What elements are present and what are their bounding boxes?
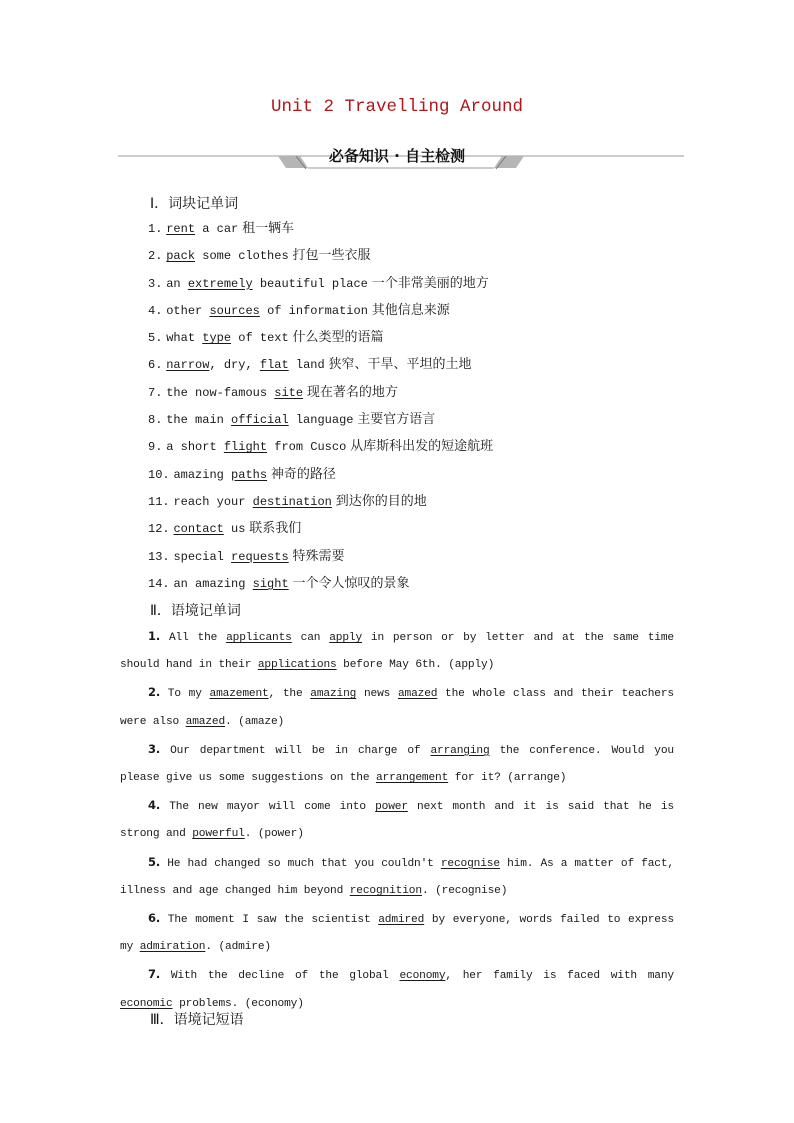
answer-word: power — [375, 801, 408, 814]
answer-word: type — [202, 331, 232, 346]
answer-word: economic — [120, 997, 173, 1010]
answer-word: official — [231, 413, 289, 428]
sentence-list — [120, 623, 674, 1018]
sentence-item: 3. Our department will be in charge of arranging the conference. Would you please give us some suggestions on the arrangement for it? (arrange) — [120, 741, 674, 785]
answer-word: flight — [223, 440, 268, 455]
sentence-item: 7. With the decline of the global economy, her family is faced with many economic problems. (economy) — [120, 967, 674, 1010]
answer-word: applicants — [226, 632, 292, 644]
answer-word: contact — [173, 522, 224, 537]
answer-word: amazing — [310, 688, 357, 701]
answer-word: paths — [231, 467, 268, 482]
answer-word: sources — [209, 303, 260, 318]
list-item: 6. narrow, dry, flat land 狭窄、干旱、平坦的土地 — [148, 357, 472, 373]
list-item: 11. reach your destination 到达你的目的地 — [148, 493, 427, 509]
vocab-list — [148, 218, 493, 600]
list-item: 3. an extremely beautiful place 一个非常美丽的地方 — [148, 275, 489, 291]
answer-word: admired — [378, 914, 425, 927]
answer-word: arrangement — [375, 772, 449, 785]
list-item: 14. an amazing sight 一个令人惊叹的景象 — [148, 575, 410, 591]
answer-word: applications — [257, 659, 337, 672]
answer-word: economy — [399, 970, 446, 983]
answer-word: sight — [252, 576, 289, 591]
list-item: 12. contact us 联系我们 — [148, 521, 302, 537]
section1-heading: Ⅰ．词块记单词 — [150, 196, 239, 212]
answer-word: amazed — [397, 688, 438, 701]
answer-word: requests — [231, 549, 289, 564]
answer-word: site — [274, 385, 304, 400]
sentence-item: 6. The moment I saw the scientist admired by everyone, words failed to express my admiration. (admire) — [120, 911, 674, 954]
answer-word: arranging — [430, 744, 490, 757]
answer-word: admiration — [139, 941, 206, 954]
sentence-item: 1. All the applicants can apply in person or by letter and at the same time should hand in their applications before May 6th. (apply) — [120, 629, 674, 672]
banner-title: 必备知识 · 自主检测 — [328, 147, 466, 165]
answer-word: pack — [166, 249, 196, 264]
answer-word: extremely — [187, 276, 253, 291]
answer-word: amazed — [185, 715, 226, 728]
answer-word: destination — [252, 494, 332, 509]
list-item: 4. other sources of information 其他信息来源 — [148, 302, 450, 318]
sentence-item: 2. To my amazement, the amazing news amazed the whole class and their teachers were also amazed. (amaze) — [120, 685, 674, 728]
section3-heading: Ⅲ．语境记短语 — [150, 1012, 244, 1028]
list-item: 5. what type of text 什么类型的语篇 — [148, 330, 384, 346]
list-item: 8. the main official language 主要官方语言 — [148, 412, 436, 428]
answer-word: apply — [329, 632, 363, 644]
list-item: 10. amazing paths 神奇的路径 — [148, 466, 336, 482]
answer-word: recognise — [440, 857, 500, 870]
answer-word: rent — [166, 222, 196, 236]
answer-word: narrow — [166, 358, 210, 373]
list-item: 13. special requests 特殊需要 — [148, 548, 345, 564]
answer-word: powerful — [192, 828, 245, 841]
list-item: 1. rent a car 租一辆车 — [148, 221, 295, 236]
sentence-item: 4. The new mayor will come into power next month and it is said that he is strong and powerful. (power) — [120, 798, 674, 841]
list-item: 9. a short flight from Cusco 从库斯科出发的短途航班 — [148, 439, 494, 455]
answer-word: flat — [259, 358, 289, 373]
section2-heading: Ⅱ．语境记单词 — [150, 603, 241, 619]
list-item: 7. the now-famous site 现在著名的地方 — [148, 384, 398, 400]
list-item: 2. pack some clothes 打包一些衣服 — [148, 248, 371, 264]
sentence-item: 5. He had changed so much that you couldn't recognise him. As a matter of fact, illness and age changed him beyond recognition. (recognise) — [120, 854, 674, 897]
answer-word: recognition — [349, 884, 422, 897]
page-title: Unit 2 Travelling Around — [270, 97, 524, 117]
answer-word: amazement — [209, 688, 269, 701]
